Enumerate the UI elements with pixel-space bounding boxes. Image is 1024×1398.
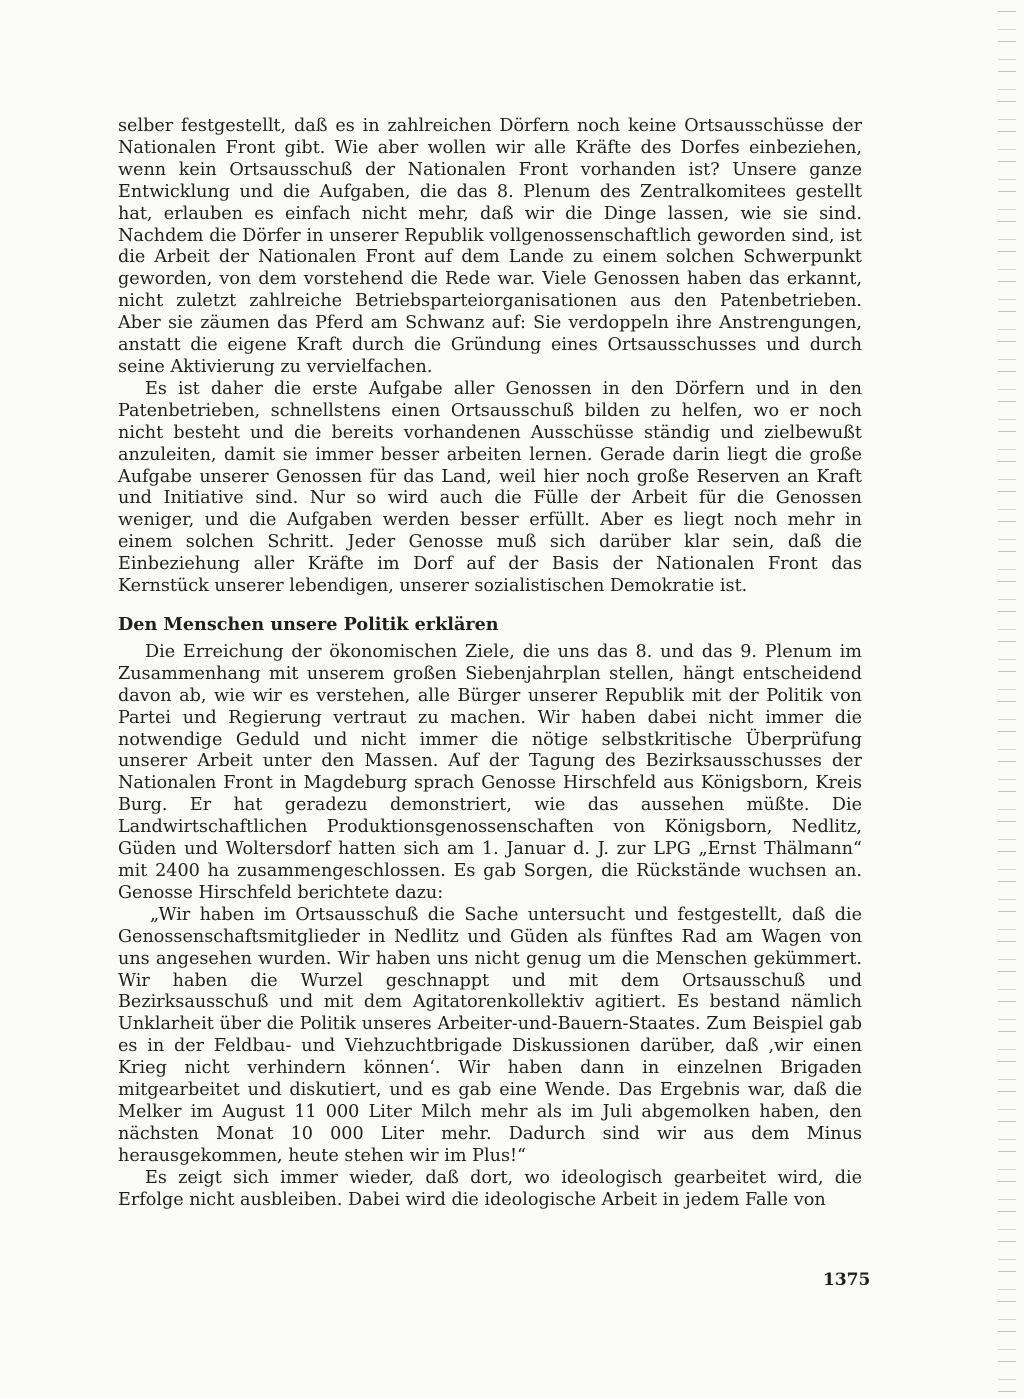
paragraph: selber festgestellt, daß es in zahlreichen Dörfern noch keine Ortsausschüsse der Nationalen Front gibt. Wie aber wollen wir alle Kräfte des Dorfes einbeziehen, wenn kein Ortsausschuß der Nationalen Front vorhanden ist? Unsere ganze Entwicklung und die Aufgaben, die das 8. Plenum des Zentralkomitees gestellt hat, erlauben es einfach nicht mehr, daß wir die Dinge lassen, wie sie sind. Nachdem die Dörfer in unserer Republik vollgenossenschaftlich geworden sind, ist die Arbeit der Nationalen Front auf dem Lande zu einem solchen Schwerpunkt geworden, von dem vorstehend die Rede war. Viele Genossen haben das erkannt, nicht zuletzt zahlreiche Betriebsparteiorganisationen aus den Patenbetrieben. Aber sie zäumen das Pferd am Schwanz auf: Sie verdoppeln ihre Anstrengungen, anstatt die eigene Kraft durch die Gründung eines Ortsausschusses und durch seine Aktivierung zu vervielfachen. <box>118 116 862 377</box>
paragraph: Es zeigt sich immer wieder, daß dort, wo ideologisch gearbeitet wird, die Erfolge nicht ausbleiben. Dabei wird die ideologische Arbeit in jedem Falle von <box>118 1167 862 1210</box>
page-text-column <box>118 116 862 1212</box>
scan-edge-marks <box>998 0 1016 1398</box>
page-number: 1375 <box>823 1270 871 1290</box>
quote-paragraph: „Wir haben im Ortsausschuß die Sache untersucht und festgestellt, daß die Genossenschaftsmitglieder in Nedlitz und Güden als fünftes Rad am Wagen von uns angesehen wurden. Wir haben uns nicht genug um die Menschen gekümmert. Wir haben die Wurzel geschnappt und mit dem Ortsausschuß und Bezirksausschuß und mit dem Agitatorenkollektiv agitiert. Es bestand nämlich Unklarheit über die Politik unseres Arbeiter-und-Bauern-Staates. Zum Beispiel gab es in der Feldbau- und Viehzuchtbrigade Diskussionen darüber, daß ‚wir einen Krieg nicht verhindern können‘. Wir haben dann in einzelnen Brigaden mitgearbeitet und diskutiert, und es gab eine Wende. Das Ergebnis war, daß die Melker im August 11 000 Liter Milch mehr als im Juli abgemolken haben, den nächsten Monat 10 000 Liter mehr. Dadurch sind wir aus dem Minus herausgekommen, heute stehen wir im Plus!“ <box>118 904 862 1166</box>
section-heading: Den Menschen unsere Politik erklären <box>118 613 499 635</box>
paragraph: Es ist daher die erste Aufgabe aller Genossen in den Dörfern und in den Patenbetrieben, schnellstens einen Ortsausschuß bilden zu helfen, wo er noch nicht besteht und die bereits vorhandenen Ausschüsse ständig und zielbewußt anzuleiten, damit sie immer besser arbeiten lernen. Gerade darin liegt die große Aufgabe unserer Genossen für das Land, weil hier noch große Reserven an Kraft und Initiative sind. Nur so wird auch die Fülle der Arbeit für die Genossen weniger, und die Aufgaben werden besser erfüllt. Aber es liegt noch mehr in einem solchen Schritt. Jeder Genosse muß sich darüber klar sein, daß die Einbeziehung aller Kräfte im Dorf auf der Basis der Nationalen Front das Kernstück unserer lebendigen, unserer sozialistischen Demokratie ist. <box>118 378 862 597</box>
paragraph: Die Erreichung der ökonomischen Ziele, die uns das 8. und das 9. Plenum im Zusammenhang mit unserem großen Siebenjahrplan stellen, hängt entscheidend davon ab, wie wir es verstehen, alle Bürger unserer Republik mit der Politik von Partei und Regierung vertraut zu machen. Wir haben dabei nicht immer die notwendige Geduld und nicht immer die nötige selbstkritische Überprüfung unserer Arbeit unter den Massen. Auf der Tagung des Bezirksausschusses der Nationalen Front in Magdeburg sprach Genosse Hirschfeld aus Königsborn, Kreis Burg. Er hat geradezu demonstriert, wie das aussehen müßte. Die Landwirtschaftlichen Produktionsgenossenschaften von Königsborn, Nedlitz, Güden und Woltersdorf hatten sich am 1. Januar d. J. zur LPG „Ernst Thälmann“ mit 2400 ha zusammengeschlossen. Es gab Sorgen, die Rückstände wuchsen an. Genosse Hirschfeld berichtete dazu: <box>118 641 862 903</box>
